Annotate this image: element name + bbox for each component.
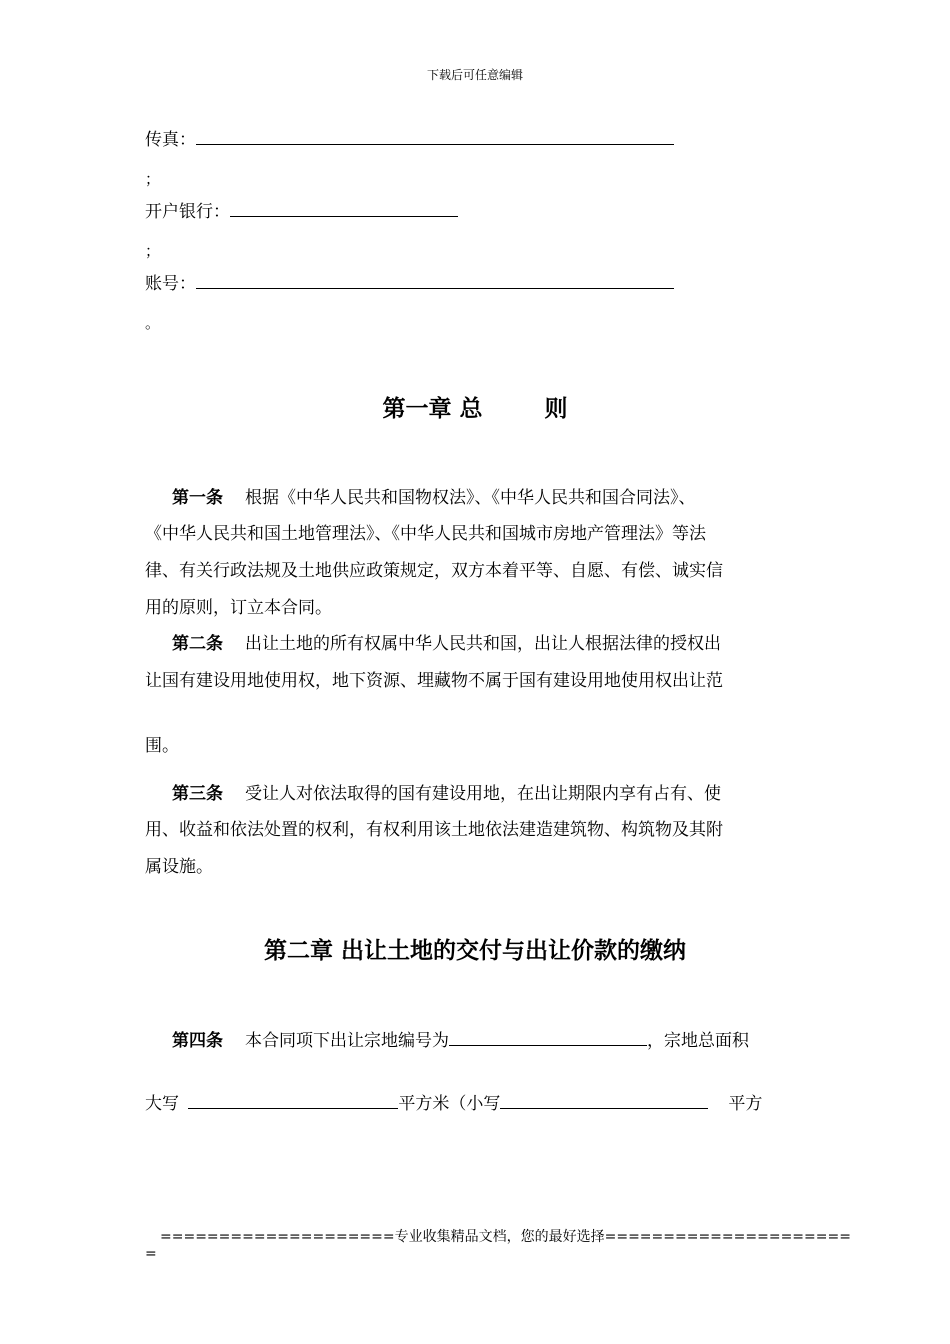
article-1-label: 第一条 <box>172 488 223 508</box>
chapter-1-title-b: 则 <box>544 395 568 422</box>
fax-field <box>145 128 674 151</box>
separator-1: ； <box>145 170 161 188</box>
chapter-1-title-a: 第一章 总 <box>382 395 483 422</box>
bank-field <box>145 200 458 223</box>
area-lowercase-blank <box>500 1092 708 1109</box>
account-blank <box>196 272 674 289</box>
article-2-line-1: 出让土地的所有权属中华人民共和国，出让人根据法律的授权出 <box>245 634 721 654</box>
article-1-line-2: 《中华人民共和国土地管理法》、《中华人民共和国城市房地产管理法》等法 <box>145 524 706 544</box>
bank-label: 开户银行： <box>145 202 230 222</box>
parcel-number-blank <box>449 1029 647 1046</box>
footer-banner: ====================专业收集精品文档，您的最好选择===================== <box>160 1229 851 1245</box>
article-3-line-2: 用、收益和依法处置的权利，有权利用该土地依法建造建筑物、构筑物及其附 <box>145 820 723 840</box>
fax-label: 传真： <box>145 130 196 150</box>
footer-banner-tail: = <box>145 1246 157 1262</box>
article-1-line-3: 律、有关行政法规及土地供应政策规定，双方本着平等、自愿、有偿、诚实信 <box>145 561 723 581</box>
article-2-line-3: 围。 <box>145 736 179 756</box>
account-label: 账号： <box>145 274 196 294</box>
bank-blank <box>230 200 458 217</box>
article-3-line-1: 受让人对依法取得的国有建设用地，在出让期限内享有占有、使 <box>245 784 721 804</box>
article-1-line-4: 用的原则，订立本合同。 <box>145 598 332 618</box>
article-4-text-a: 本合同项下出让宗地编号为 <box>245 1031 449 1051</box>
article-4-text-e: 平方 <box>728 1094 763 1114</box>
header-note: 下载后可任意编辑 <box>426 68 523 82</box>
article-4-label: 第四条 <box>172 1031 223 1051</box>
article-3-label: 第三条 <box>172 784 223 804</box>
end-mark: 。 <box>145 314 161 332</box>
article-3-line-3: 属设施。 <box>145 857 213 877</box>
article-2-label: 第二条 <box>172 634 223 654</box>
article-2-line-2: 让国有建设用地使用权，地下资源、埋藏物不属于国有建设用地使用权出让范 <box>145 671 723 691</box>
chapter-1-title <box>0 390 950 423</box>
area-uppercase-blank <box>188 1092 398 1109</box>
chapter-2-title: 第二章 出让土地的交付与出让价款的缴纳 <box>263 937 686 964</box>
article-4-text-d: 平方米（小写 <box>398 1094 501 1114</box>
account-field <box>145 272 674 295</box>
article-1-line-1: 根据《中华人民共和国物权法》、《中华人民共和国合同法》、 <box>245 488 696 508</box>
article-4-text-b: ，宗地总面积 <box>647 1031 749 1051</box>
separator-2: ； <box>145 242 161 260</box>
fax-blank <box>196 128 674 145</box>
article-4-text-c: 大写 <box>145 1094 179 1114</box>
